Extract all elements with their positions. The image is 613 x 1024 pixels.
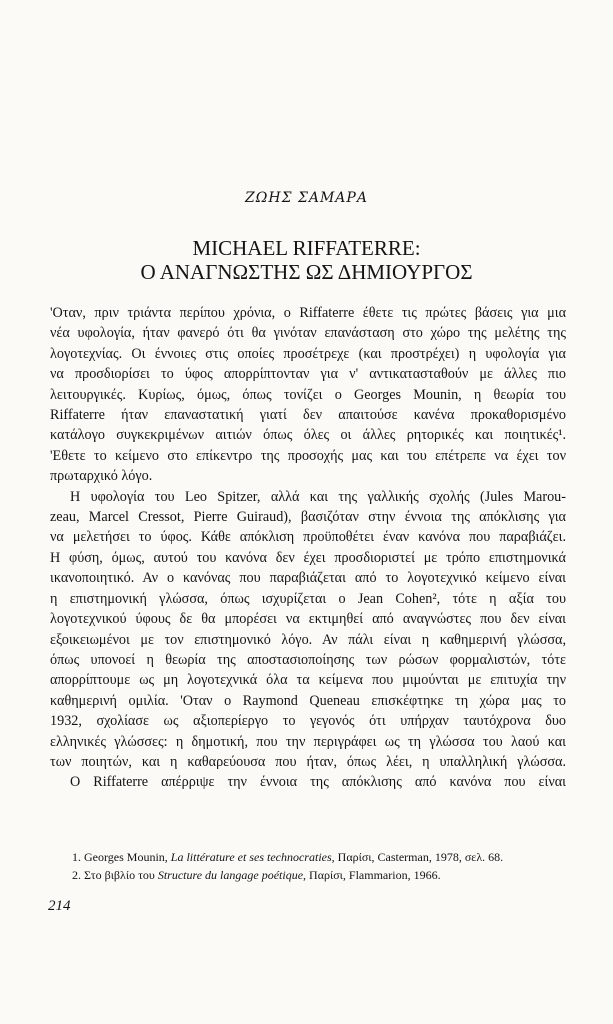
footnote-1-details: , Παρίσι, Casterman, 1978, σελ. 68. xyxy=(331,850,504,864)
footnote-2-details: , Παρίσι, Flammarion, 1966. xyxy=(303,868,441,882)
article-title xyxy=(0,236,613,284)
footnote-1 xyxy=(72,848,572,866)
text-line: 'Οταν, πριν τριάντα περίπου χρόνια, ο Riffaterre έθετε τις πρώτες βάσεις για μια xyxy=(50,305,566,321)
footnote-1-book-title: La littérature et ses technocraties xyxy=(170,850,332,864)
text-line: Riffaterre ήταν επαναστατική γιατί δεν απαιτούσε κανένα προκαθορισμένο xyxy=(50,407,566,424)
text-line: όπως υπονοεί η θεωρία της αποστασιοποίησης των ρώσων φορμαλιστών, τότε xyxy=(50,651,566,668)
text-line: απορρίπτουμε ως μη λογοτεχνικά όλα τα κείμενα που μιμούνται με επιτυχία την xyxy=(50,672,566,689)
text-line: ελληνικές γλώσσες: η δημοτική, που την περιγράφει ως τη γλώσσα του λαού και xyxy=(50,733,566,750)
text-line: εξοικειωμένοι με τον επιστημονικό λόγο. Αν πάλι είναι η καθημερινή γλώσσα, xyxy=(50,631,566,648)
text-line: Η φύση, όμως, αυτού του κανόνα δεν έχει προσδιοριστεί με τρόπο επιστημονικά xyxy=(50,549,566,566)
text-line: κατάλογο συγκεκριμένων αιτιών όπως όλες οι άλλες ρητορικές και ποιητικές¹. xyxy=(50,427,566,444)
text-line: λογοτεχνικού ύφους δε θα μπορέσει να εκτιμηθεί από αναγνώστες που δεν είναι xyxy=(50,611,566,628)
footnote-2-book-title: Structure du langage poétique xyxy=(157,868,304,882)
text-line: να μελετήσει το ύφος. Κάθε απόκλιση προϋποθέτει έναν κανόνα που παραβιάζει. xyxy=(50,529,566,546)
text-line: 1932, σχολίασε ως αξιοπερίεργο το γεγονός ότι υπήρχαν ταυτόχρονα δυο xyxy=(50,713,566,730)
page-number: 214 xyxy=(48,898,71,914)
footnote-1-text: 1. Georges Mounin, xyxy=(72,850,171,864)
text-line: πρωταρχικό λόγο. xyxy=(50,468,153,485)
text-line: η επιστημονική γλώσσα, όπως ισχυρίζεται ο Jean Cohen², τότε η αξία του xyxy=(50,590,566,607)
text-line: Η υφολογία του Leo Spitzer, αλλά και της γαλλικής σχολής (Jules Marou- xyxy=(70,488,566,505)
text-line: των ποιητών, και η καθαρεύουσα που ήταν, όπως λέει, η υπαλληλική γλώσσα. xyxy=(50,753,566,770)
footnotes xyxy=(72,848,572,884)
text-line: 'Εθετε το κείμενο στο επίκεντρο της προσοχής μας και του επέτρεπε να έχει τον xyxy=(50,447,566,464)
text-line: λογοτεχνίας. Οι έννοιες στις οποίες προσέτρεχε (και προστρέχει) η υφολογία για xyxy=(50,345,566,362)
text-line: να προσδιορίσει το ύφος απορρίπτονταν για ν' αντικατασταθούν με άλλες πιο xyxy=(50,366,566,383)
text-line: zeau, Marcel Cressot, Pierre Guiraud), βασιζόταν στην έννοια της απόκλισης για xyxy=(50,509,566,526)
title-line-1: MICHAEL RIFFATERRE: xyxy=(192,236,421,260)
text-line: Ο Riffaterre απέρριψε την έννοια της απόκλισης από κανόνα που είναι xyxy=(70,774,566,791)
text-line: ικανοποιητικό. Αν ο κανόνας που παραβιάζεται από το λογοτεχνικό κείμενο είναι xyxy=(50,570,566,587)
text-line: καθημερινή ομιλία. 'Οταν ο Raymond Queneau επισκέφτηκε τη χώρα μας το xyxy=(50,692,566,709)
footnote-2-text: 2. Στο βιβλίο του xyxy=(72,868,158,882)
footnote-2 xyxy=(72,866,572,884)
body-text xyxy=(50,303,566,793)
text-line: νέα υφολογία, ήταν φανερό ότι θα γινόταν επανάσταση στο χώρο της μελέτης της xyxy=(50,325,566,342)
title-line-2: Ο ΑΝΑΓΝΩΣΤΗΣ ΩΣ ΔΗΜΙΟΥΡΓΟΣ xyxy=(140,260,473,284)
text-line: λειτουργικές. Κυρίως, όμως, όπως τονίζει ο Georges Mounin, η θεωρία του xyxy=(50,386,566,403)
author-name: ΖΩΗΣ ΣΑΜΑΡΑ xyxy=(245,190,368,206)
